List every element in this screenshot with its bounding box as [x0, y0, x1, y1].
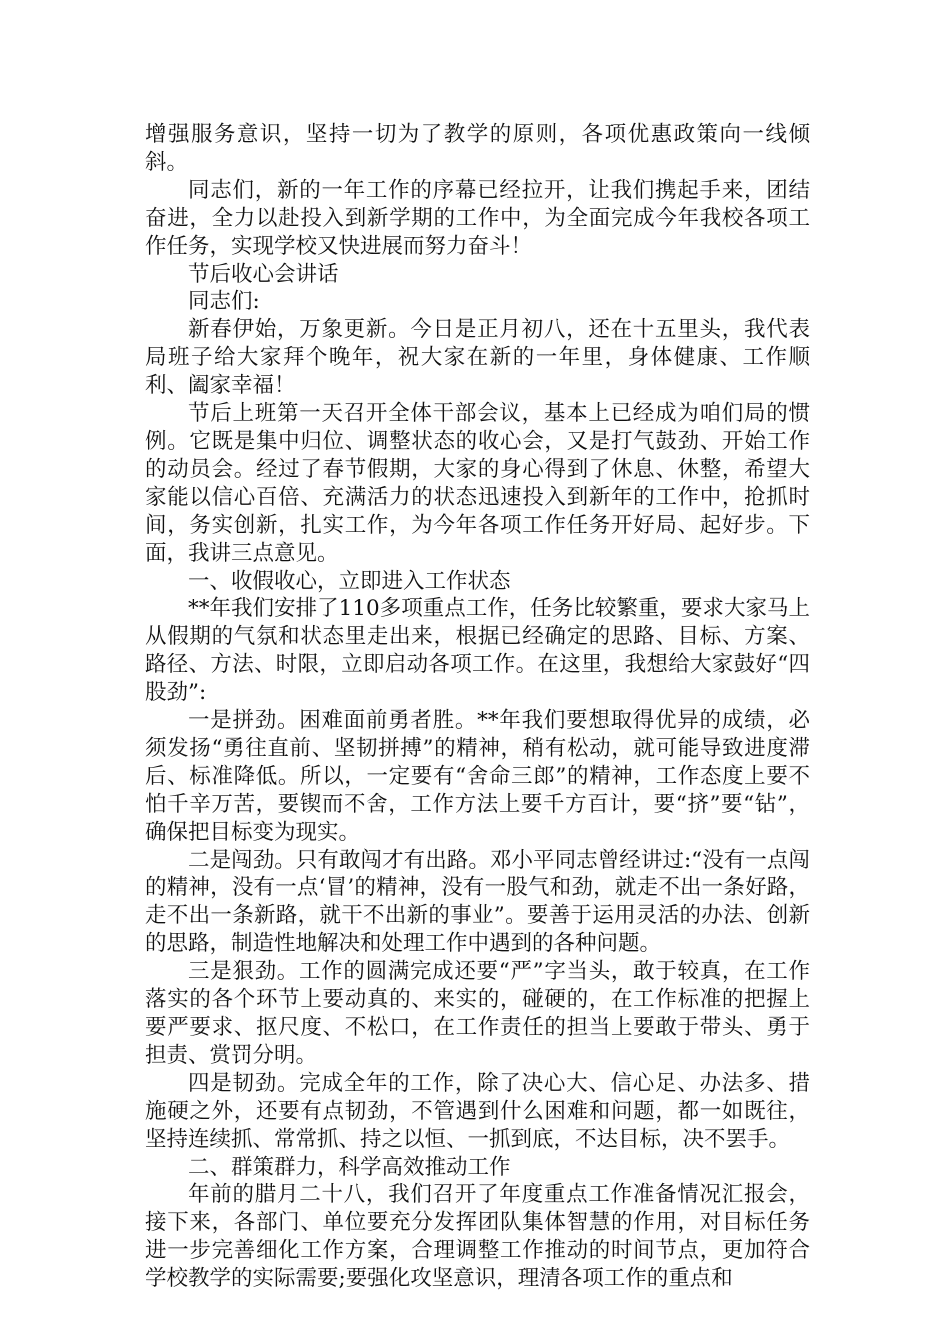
document-body — [145, 121, 810, 1293]
section-heading: 一、收假收心，立即进入工作状态 — [188, 568, 511, 594]
paragraph: 三是狠劲。工作的圆满完成还要“严”字当头，敢于较真，在工作落实的各个环节上要动真的、来实的，碰硬的，在工作标准的把握上要严要求、抠尺度、不松口，在工作责任的担当上要敢于带头、勇于担责、赏罚分明。 — [145, 959, 810, 1068]
paragraph: 二是闯劲。只有敢闯才有出路。邓小平同志曾经讲过:“没有一点闯的精神，没有一点‘冒’的精神，没有一股气和劲，就走不出一条好路，走不出一条新路，就干不出新的事业”。要善于运用灵活的办法、创新的思路，制造性地解决和处理工作中遇到的各种问题。 — [145, 847, 810, 957]
section-title: 节后收心会讲话 — [188, 261, 339, 287]
paragraph: 增强服务意识，坚持一切为了教学的原则，各项优惠政策向一线倾斜。 — [145, 122, 810, 175]
section-heading: 二、群策群力，科学高效推动工作 — [188, 1154, 511, 1180]
salutation: 同志们: — [188, 289, 260, 315]
paragraph: 节后上班第一天召开全体干部会议，基本上已经成为咱们局的惯例。它既是集中归位、调整状态的收心会，又是打气鼓劲、开始工作的动员会。经过了春节假期，大家的身心得到了休息、休整，希望大家能以信心百倍、充满活力的状态迅速投入到新年的工作中，抢抓时间，务实创新，扎实工作，为今年各项工作任务开好局、起好步。下面，我讲三点意见。 — [145, 401, 810, 566]
paragraph: 新春伊始，万象更新。今日是正月初八，还在十五里头，我代表局班子给大家拜个晚年，祝大家在新的一年里，身体健康、工作顺利、阖家幸福！ — [145, 317, 810, 399]
paragraph: 年前的腊月二十八，我们召开了年度重点工作准备情况汇报会，接下来，各部门、单位要充分发挥团队集体智慧的作用，对目标任务进一步完善细化工作方案，合理调整工作推动的时间节点，更加符合学校教学的实际需要;要强化攻坚意识，理清各项工作的重点和 — [145, 1182, 810, 1292]
paragraph: 一是拼劲。困难面前勇者胜。**年我们要想取得优异的成绩，必须发扬“勇往直前、坚韧拼搏”的精神，稍有松动，就可能导致进度滞后、标准降低。所以，一定要有“舍命三郎”的精神，工作态度上要不怕千辛万苦，要锲而不舍，工作方法上要千方百计，要“挤”要“钻”，确保把目标变为现实。 — [145, 708, 810, 845]
paragraph: 同志们，新的一年工作的序幕已经拉开，让我们携起手来，团结奋进，全力以赴投入到新学期的工作中，为全面完成今年我校各项工作任务，实现学校又快进展而努力奋斗！ — [145, 177, 810, 259]
paragraph: **年我们安排了110多项重点工作，任务比较繁重，要求大家马上从假期的气氛和状态里走出来，根据已经确定的思路、目标、方案、路径、方法、时限，立即启动各项工作。在这里，我想给大家鼓好“四股劲”: — [145, 596, 810, 706]
paragraph: 四是韧劲。完成全年的工作，除了决心大、信心足、办法多、措施硬之外，还要有点韧劲，不管遇到什么困难和问题，都一如既往，坚持连续抓、常常抓、持之以恒、一抓到底，不达目标，决不罢手。 — [145, 1070, 810, 1152]
